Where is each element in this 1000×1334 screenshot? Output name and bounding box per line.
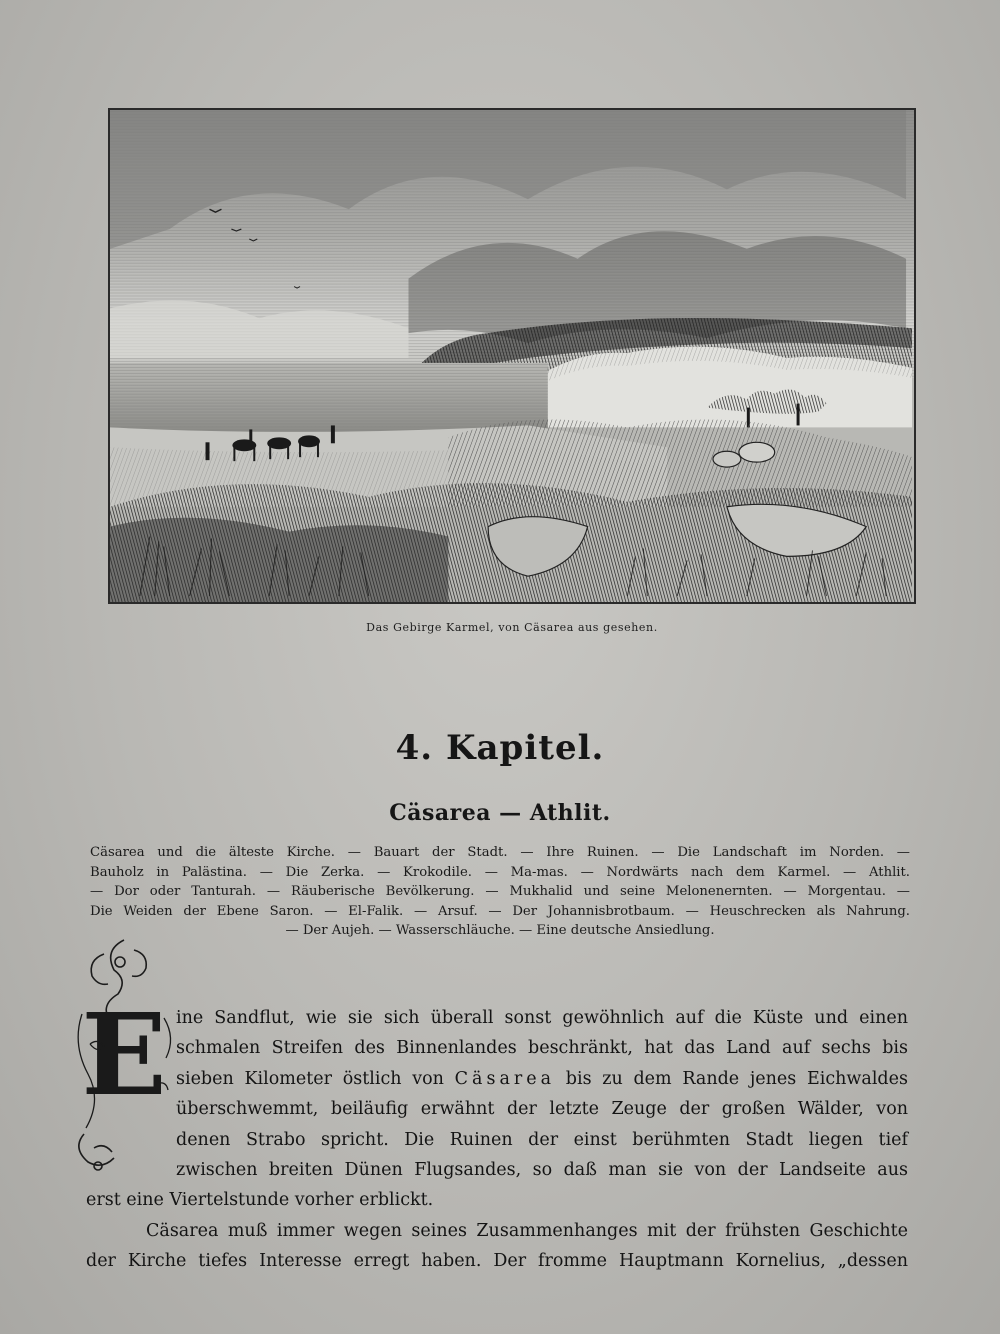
summary-line: — Der Aujeh. — Wasserschläuche. — Eine deutsche Ansiedlung. <box>285 923 715 938</box>
chapter-title: 4. Kapitel. <box>395 728 605 768</box>
place-name-spaced: Cäsarea <box>454 1068 556 1089</box>
carmel-landscape-image <box>110 110 914 602</box>
chapter-subtitle: Cäsarea — Athlit. <box>389 800 611 826</box>
paragraph-line: ine Sandflut, wie sie sich überall sonst gewöhnlich auf die Küste und einen <box>176 1008 908 1028</box>
paragraph-line: schmalen Streifen des Binnenlandes beschränkt, hat das Land auf sechs bis <box>176 1038 908 1059</box>
paragraph-line: denen Strabo spricht. Die Ruinen der einst berühmten Stadt liegen tief <box>176 1129 908 1150</box>
summary-line: Bauholz in Palästina. — Die Zerka. — Krokodile. — Ma-mas. — Nordwärts nach dem Karmel. — Athlit. <box>90 864 910 880</box>
figure-caption: Das Gebirge Karmel, von Cäsarea aus gesehen. <box>366 621 658 634</box>
paragraph-segment: bis zu dem Rande jenes Eichwaldes <box>565 1068 908 1089</box>
chapter-summary <box>90 843 910 941</box>
paragraph-line <box>86 1064 908 1094</box>
paragraph-line: erst eine Viertelstunde vorher erblickt. <box>86 1190 434 1211</box>
paragraph-line: der Kirche tiefes Interesse erregt haben. Der fromme Hauptmann Kornelius, „dessen <box>86 1251 908 1272</box>
body-text <box>86 1003 908 1277</box>
paragraph-line: Cäsarea muß immer wegen seines Zusammenhanges mit der frühsten Geschichte <box>146 1220 908 1241</box>
paragraph-line: zwischen breiten Dünen Flugsandes, so daß man sie von der Landseite aus <box>176 1159 908 1180</box>
engraving-illustration <box>108 108 916 604</box>
summary-line: Cäsarea und die älteste Kirche. — Bauart der Stadt. — Ihre Ruinen. — Die Landschaft im Norden. — <box>90 845 910 860</box>
drop-cap-letter: E <box>81 990 167 1121</box>
summary-line: — Dor oder Tanturah. — Räuberische Bevölkerung. — Mukhalid und seine Melonenernten. — Morgentau. — <box>90 884 910 899</box>
paragraph-line: überschwemmt, beiläufig erwähnt der letzte Zeuge der großen Wälder, von <box>176 1099 908 1120</box>
summary-line: Die Weiden der Ebene Saron. — El-Falik. — Arsuf. — Der Johannisbrotbaum. — Heuschrecken als Nahrung. <box>90 903 910 919</box>
paragraph-segment: sieben Kilometer östlich von <box>176 1068 444 1089</box>
